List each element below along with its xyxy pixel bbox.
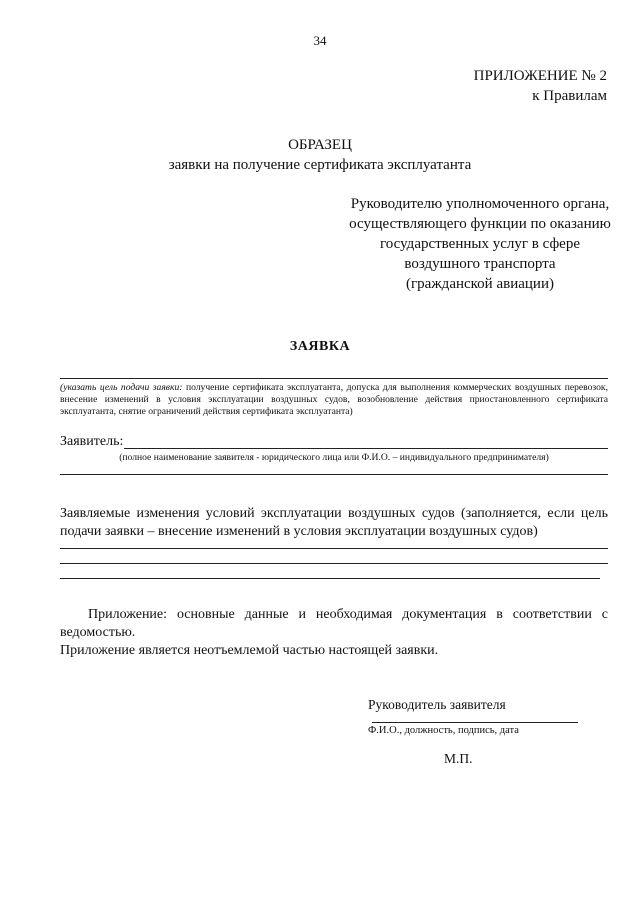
addressee-line: осуществляющего функции по оказанию <box>349 216 611 232</box>
attachment-line: Приложение является неотъемлемой частью настоящей заявки. <box>60 643 439 658</box>
changes-fill-line[interactable] <box>60 563 608 564</box>
attachment-paragraph <box>60 606 608 660</box>
addressee-line: государственных услуг в сфере <box>380 236 580 252</box>
page-number: 34 <box>313 33 327 48</box>
applicant-hint: (полное наименование заявителя - юридического лица или Ф.И.О. – индивидуального предпринимателя) <box>119 452 549 463</box>
applicant-fill-line[interactable] <box>124 448 608 449</box>
addressee-block <box>330 194 630 294</box>
stamp-placeholder: М.П. <box>444 751 473 766</box>
signature-hint: Ф.И.О., должность, подпись, дата <box>368 725 519 736</box>
attachment-line: Приложение: основные данные и необходимая документация в соответствии с ведомостью. <box>60 607 608 640</box>
appendix-number: ПРИЛОЖЕНИЕ № 2 <box>473 68 607 84</box>
signer-title: Руководитель заявителя <box>368 697 506 712</box>
appendix-header <box>474 66 607 106</box>
purpose-hint <box>60 382 608 418</box>
sample-title: ОБРАЗЕЦ <box>288 137 352 153</box>
document-title: ЗАЯВКА <box>289 339 351 354</box>
purpose-fill-line[interactable] <box>60 378 608 379</box>
changes-text: Заявляемые изменения условий эксплуатации воздушных судов (заполняется, если цель подачи заявки – внесение изменений в условия эксплуатации воздушных судов) <box>60 506 608 539</box>
purpose-text: получение сертификата эксплуатанта, допуска для выполнения коммерческих воздушных перевозок, внесение изменений в условия эксплуатации воздушных судов, возобновление действия приостановленного сертификата эксплуатанта, снятие ограничений действия сертификата эксплуатанта) <box>60 382 608 417</box>
sample-heading <box>0 135 640 175</box>
signature-line[interactable] <box>372 722 578 723</box>
applicant-fill-line-2[interactable] <box>60 474 608 475</box>
addressee-line: Руководителю уполномоченного органа, <box>350 196 610 212</box>
sample-subtitle: заявки на получение сертификата эксплуатанта <box>168 157 472 173</box>
changes-fill-line[interactable] <box>60 548 608 549</box>
applicant-label: Заявитель: <box>60 434 124 449</box>
changes-fill-line[interactable] <box>60 578 600 579</box>
addressee-line: воздушного транспорта <box>404 256 556 272</box>
appendix-reference: к Правилам <box>532 88 607 104</box>
purpose-label: (указать цель подачи заявки: <box>60 382 183 393</box>
addressee-line: (гражданской авиации) <box>406 276 554 292</box>
